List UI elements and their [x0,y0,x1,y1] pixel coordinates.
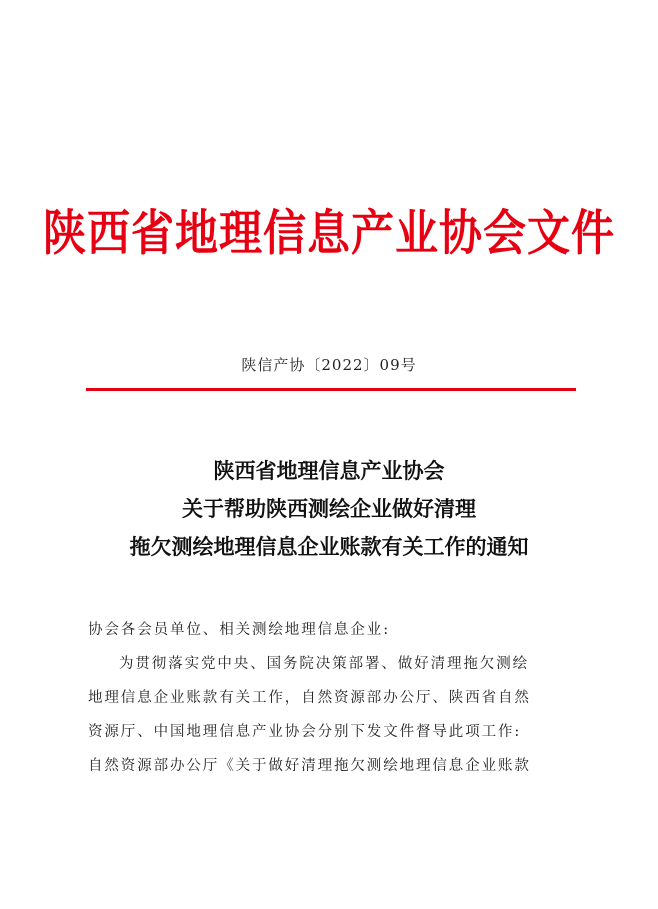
issuer-masthead: 陕西省地理信息产业协会文件 [43,206,615,262]
notice-body [88,613,578,783]
salutation: 协会各会员单位、相关测绘地理信息企业: [88,622,390,638]
document-number: 陕信产协〔2022〕09号 [241,356,417,374]
body-line: 资源厅、中国地理信息产业协会分别下发文件督导此项工作: [88,724,522,740]
title-line: 拖欠测绘地理信息企业账款有关工作的通知 [129,534,529,559]
body-line: 为贯彻落实党中央、国务院决策部署、做好清理拖欠测绘 [119,656,529,672]
title-line: 陕西省地理信息产业协会 [213,458,445,483]
red-divider-line [86,388,576,391]
notice-title [0,452,658,566]
body-line: 自然资源部办公厅《关于做好清理拖欠测绘地理信息企业账款 [88,758,531,774]
title-line: 关于帮助陕西测绘企业做好清理 [182,496,476,521]
body-line: 地理信息企业账款有关工作，自然资源部办公厅、陕西省自然 [88,690,531,706]
